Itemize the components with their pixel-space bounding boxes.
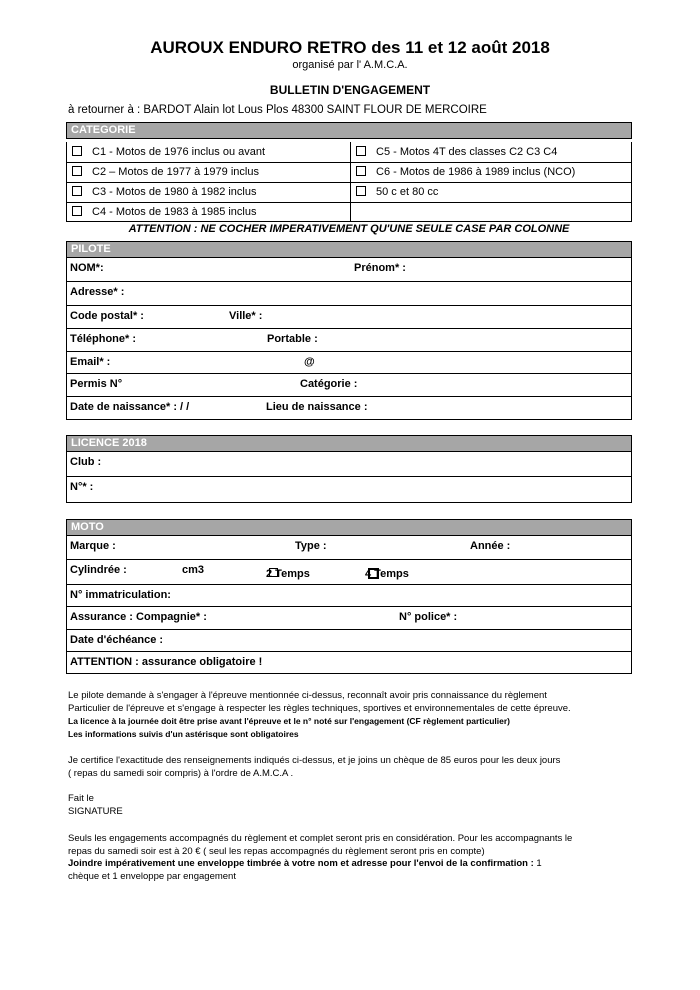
pilote-row-permis[interactable] — [66, 374, 632, 397]
fait-le-label: Fait le — [68, 793, 94, 804]
checkbox-icon[interactable] — [368, 568, 379, 579]
signature-label: SIGNATURE — [68, 805, 123, 817]
adresse-label: Adresse* : — [70, 286, 125, 298]
conditions-paragraph: Seuls les engagements accompagnés du règlement et complet seront pris en considération. Pour les accompagnants le repas du samedi soir est à 20 € ( seul les repas accompagnés du règlement seront pris en compte) Joindre impérativement une enveloppe timbrée à votre nom et adresse pour l'envoi de la confirmation : 1 chèque et 1 enveloppe par engagement — [68, 833, 573, 882]
pilote-row-code-postal[interactable] — [66, 306, 632, 329]
permis-label: Permis N° — [70, 378, 123, 390]
document-title: AUROUX ENDURO RETRO des 11 et 12 août 2018 — [150, 38, 550, 57]
checkbox-icon[interactable] — [356, 146, 366, 156]
checkbox-icon[interactable] — [72, 146, 82, 156]
moto-row-cylindree[interactable]: Cylindrée : cm3 2 Temps 4 Temps — [66, 560, 632, 585]
annee-label: Année : — [470, 540, 511, 552]
organizer-line: organisé par l' A.M.C.A. — [292, 59, 408, 71]
category-option-c3[interactable]: C3 - Motos de 1980 à 1982 inclus — [67, 182, 257, 202]
pilote-row-telephone[interactable] — [66, 329, 632, 352]
category-option-c4[interactable]: C4 - Motos de 1983 à 1985 inclus — [67, 202, 257, 222]
category-option-c1[interactable]: C1 - Motos de 1976 inclus ou avant — [67, 142, 265, 162]
checkbox-icon[interactable] — [356, 166, 366, 176]
signature-block — [68, 793, 638, 818]
email-label: Email* : — [70, 356, 111, 368]
certification-paragraph: Je certifice l'exactitude des renseignements indiqués ci-dessus, et je joins un chèque de 85 euros pour les deux jours ( repas du samedi soir compris) à l'ordre de A.M.C.A . — [68, 755, 561, 779]
cm3-label: cm3 — [182, 564, 205, 576]
licence-section-header: LICENCE 2018 — [66, 435, 632, 452]
moto-row-marque[interactable] — [66, 536, 632, 560]
moto-section-header: MOTO — [66, 519, 632, 536]
club-label: Club : — [70, 456, 102, 468]
nom-label: NOM*: — [70, 262, 104, 274]
form-heading: BULLETIN D'ENGAGEMENT — [269, 83, 431, 97]
moto-row-assurance[interactable] — [66, 607, 632, 630]
type-label: Type : — [295, 540, 327, 552]
category-option-c5[interactable]: C5 - Motos 4T des classes C2 C3 C4 — [351, 142, 557, 162]
checkbox-icon[interactable] — [356, 186, 366, 196]
pilote-row-email[interactable] — [66, 352, 632, 374]
pilote-row-nom[interactable] — [66, 258, 632, 282]
marque-label: Marque : — [70, 540, 116, 552]
category-option-c6[interactable]: C6 - Motos de 1986 à 1989 inclus (NCO) — [351, 162, 575, 182]
pilote-row-naissance[interactable] — [66, 397, 632, 420]
portable-label: Portable : — [267, 333, 318, 345]
category-option-c2[interactable]: C2 – Motos de 1977 à 1979 inclus — [67, 162, 259, 182]
ville-label: Ville* : — [229, 310, 263, 322]
categorie-warning: ATTENTION : NE COCHER IMPERATIVEMENT QU'UNE SEULE CASE PAR COLONNE — [128, 223, 570, 235]
category-option-50-80[interactable]: 50 c et 80 cc — [351, 182, 438, 202]
categorie-section-header: CATEGORIE — [66, 122, 632, 139]
police-label: N° police* : — [399, 611, 458, 623]
licence-number-label: N°* : — [70, 481, 94, 493]
checkbox-icon[interactable] — [269, 568, 278, 577]
checkbox-icon[interactable] — [72, 166, 82, 176]
pilote-section-header: PILOTE — [66, 241, 632, 258]
licence-row-club[interactable] — [66, 452, 632, 477]
checkbox-icon[interactable] — [72, 206, 82, 216]
categorie-permis-label: Catégorie : — [300, 378, 358, 390]
pilote-row-adresse[interactable] — [66, 282, 632, 306]
return-address: à retourner à : BARDOT Alain lot Lous Plos 48300 SAINT FLOUR DE MERCOIRE — [68, 104, 487, 116]
assurance-label: Assurance : Compagnie* : — [70, 611, 207, 623]
prenom-label: Prénom* : — [354, 262, 406, 274]
cylindree-label: Cylindrée : — [70, 564, 127, 576]
date-naissance-label: Date de naissance* : / / — [70, 401, 190, 413]
echeance-label: Date d'échéance : — [70, 634, 164, 646]
assurance-warning: ATTENTION : assurance obligatoire ! — [70, 656, 263, 668]
categorie-grid — [66, 142, 632, 222]
checkbox-icon[interactable] — [72, 186, 82, 196]
code-postal-label: Code postal* : — [70, 310, 144, 322]
licence-row-numero[interactable] — [66, 477, 632, 503]
engagement-paragraph: Le pilote demande à s'engager à l'épreuve mentionnée ci-dessus, reconnaît avoir pris connaissance du règlement Particulier de l'épreuve et s'engage à respecter les règles techniques, sportives et environnementales de cette épreuve. La licence à la journée doit être prise avant l'épreuve et le n° noté sur l'engagement (CF règlement particulier) Les informations suivis d'un astérisque sont obligatoires — [68, 690, 571, 739]
lieu-naissance-label: Lieu de naissance : — [266, 401, 368, 413]
moto-row-attention — [66, 652, 632, 674]
moto-row-echeance[interactable] — [66, 630, 632, 652]
moto-row-immatriculation[interactable] — [66, 585, 632, 607]
at-sign: @ — [304, 356, 315, 368]
telephone-label: Téléphone* : — [70, 333, 137, 345]
immatriculation-label: N° immatriculation: — [70, 589, 171, 601]
